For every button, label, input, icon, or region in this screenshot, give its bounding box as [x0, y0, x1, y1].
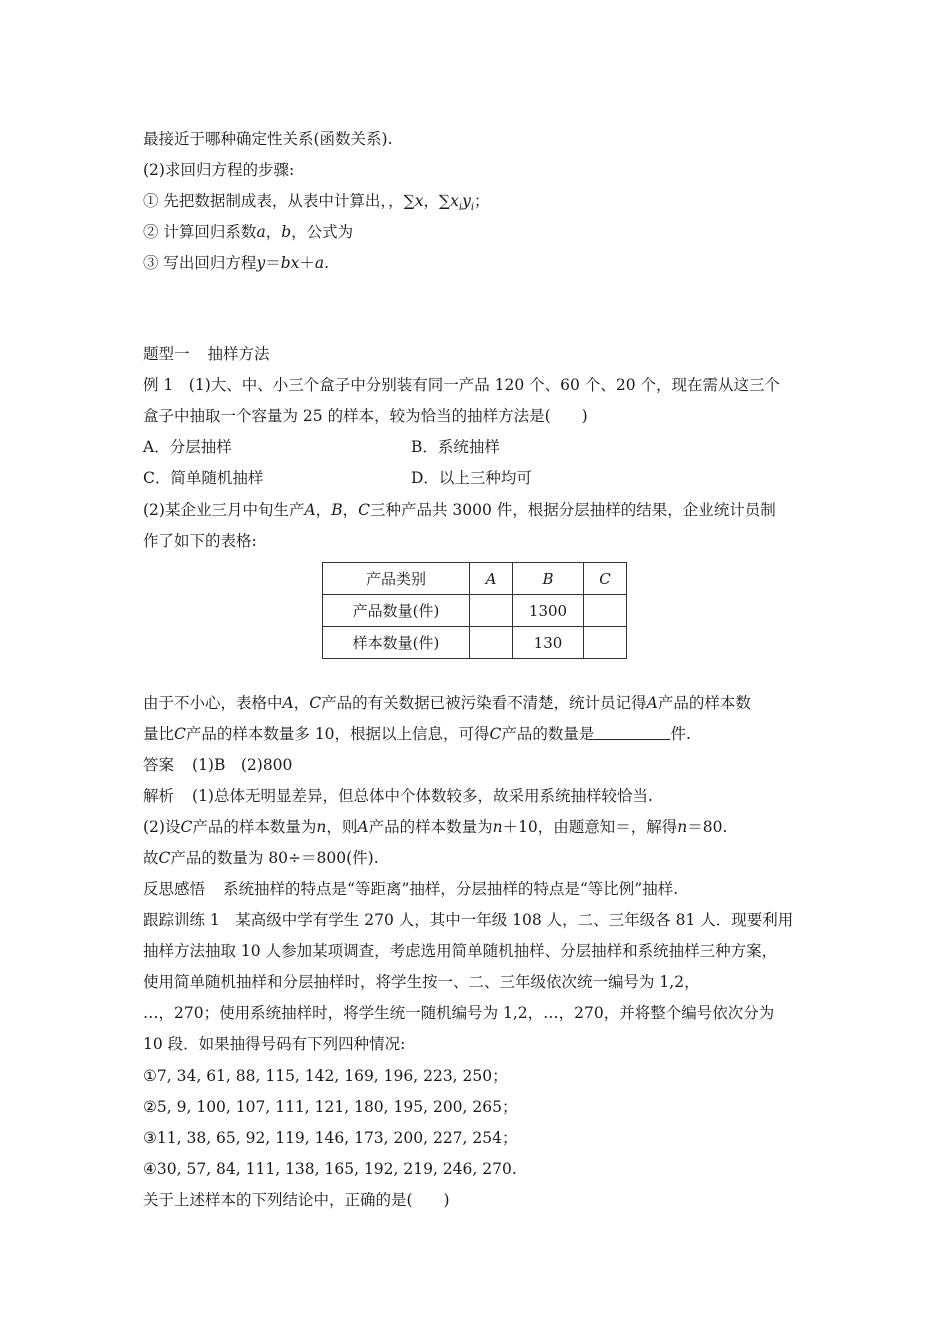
text: .	[324, 254, 330, 272]
text: (2)某企业三月中旬生产	[143, 501, 305, 519]
variable: C	[489, 725, 502, 743]
example-1-part-2-line-2	[143, 531, 257, 551]
table-cell: 1300	[513, 595, 584, 627]
reflection-label: 反思感悟	[143, 880, 206, 898]
text: 最接近于哪种确定性关系(函数关系).	[143, 130, 393, 148]
variable: a	[256, 223, 266, 241]
text: 跟踪训练 1 某高级中学有学生 270 人，其中一年级 108 人，二、三年级各 81 人．现要利用	[143, 911, 794, 929]
sample-case-2	[143, 1097, 517, 1117]
text: 产品的样本数量为	[368, 818, 493, 836]
variable: x	[414, 192, 424, 210]
options-row-1	[143, 437, 500, 457]
variable: b	[281, 223, 292, 241]
text: 产品的数量是	[501, 725, 595, 743]
analysis-line-1	[143, 786, 653, 806]
analysis-line-2	[143, 817, 727, 837]
option-a: A．分层抽样	[143, 438, 232, 456]
table-header-cell: C	[584, 563, 627, 595]
analysis-line-3	[143, 848, 379, 868]
variable: n	[677, 818, 688, 836]
variable: n	[492, 818, 503, 836]
variable: y	[462, 192, 471, 210]
options-row-2	[143, 468, 532, 488]
text: ，公式为	[291, 223, 354, 241]
sample-case-4	[143, 1159, 517, 1179]
text: ③11, 38, 65, 92, 119, 146, 173, 200, 227, 254；	[143, 1129, 518, 1147]
table-header-cell: A	[470, 563, 513, 595]
answer-label: 答案	[143, 756, 175, 774]
text: 产品的样本数量为	[192, 818, 317, 836]
text: ＝	[265, 254, 281, 272]
example-1-part-2-line-4	[143, 724, 691, 744]
text: ，则	[326, 818, 358, 836]
text: ，	[342, 501, 359, 519]
sigma-symbol: ∑	[403, 192, 415, 210]
variable: A	[646, 694, 658, 712]
text: 关于上述样本的下列结论中，正确的是( )	[143, 1191, 450, 1209]
example-1-line-2	[143, 406, 588, 426]
table-cell	[470, 627, 513, 659]
table-cell	[470, 595, 513, 627]
text: 产品的样本数量多 10，根据以上信息，可得	[185, 725, 490, 743]
section-heading: 抽样方法	[207, 345, 270, 363]
text: (2)求回归方程的步骤:	[143, 161, 295, 179]
sample-case-1	[143, 1066, 508, 1086]
intro-line-5	[143, 253, 329, 273]
table-row	[323, 627, 627, 659]
option-c: C．简单随机抽样	[143, 469, 264, 487]
intro-line-4	[143, 222, 353, 242]
intro-line-2	[143, 160, 294, 180]
analysis-label: 解析	[143, 787, 175, 805]
variable: C	[174, 725, 186, 743]
text: 作了如下的表格:	[143, 532, 257, 550]
text: 故	[143, 849, 159, 867]
variable: n	[316, 818, 327, 836]
text: 产品的有关数据已被污染看不清楚，统计员记得	[321, 694, 647, 712]
text: 由于不小心，表格中	[143, 694, 283, 712]
text: ①7, 34, 61, 88, 115, 142, 169, 196, 223, 250；	[143, 1067, 508, 1085]
intro-line-3	[143, 191, 490, 218]
text: (1)总体无明显差异，但总体中个体数较多，故采用系统抽样较恰当.	[192, 787, 653, 805]
variable: C	[158, 849, 171, 867]
answer-line	[143, 755, 292, 775]
table-cell: 样本数量(件)	[323, 627, 470, 659]
variable: A	[357, 818, 369, 836]
text: ④30, 57, 84, 111, 138, 165, 192, 219, 246, 270.	[143, 1160, 517, 1178]
practice-line-6	[143, 1190, 450, 1210]
text: …，270；使用系统抽样时，将学生统一随机编号为 1,2，…，270，并将整个编号依次分为	[143, 1004, 775, 1022]
variable: C	[180, 818, 193, 836]
practice-line-5	[143, 1034, 405, 1054]
text: 盒子中抽取一个容量为 25 的样本，较为恰当的抽样方法是( )	[143, 407, 588, 425]
table-cell: 130	[513, 627, 584, 659]
option-d: D．以上三种均可	[411, 469, 532, 487]
example-1-part-2-line-3	[143, 693, 751, 713]
practice-line-3	[143, 972, 700, 992]
text: 件.	[670, 725, 691, 743]
text: 产品的样本数	[657, 694, 751, 712]
text: 例 1 (1)大、中、小三个盒子中分别装有同一产品 120 个、60 个、20 个，现在需从这三个	[143, 376, 780, 394]
table-cell	[584, 595, 627, 627]
section-label: 题型一	[143, 345, 190, 363]
sigma-symbol: ∑	[439, 192, 451, 210]
intro-line-1	[143, 129, 393, 149]
text: ＝80.	[687, 818, 728, 836]
text: ②5, 9, 100, 107, 111, 121, 180, 195, 200, 265；	[143, 1098, 518, 1116]
variable: a	[314, 254, 325, 272]
variable: B	[331, 501, 343, 519]
table-row	[323, 595, 627, 627]
text: ② 计算回归系数	[143, 223, 257, 241]
text: ；	[474, 192, 490, 210]
practice-line-1	[143, 910, 793, 930]
table-header-cell: B	[513, 563, 584, 595]
example-1-part-2-line-1	[143, 500, 776, 520]
text: 使用简单随机抽样和分层抽样时，将学生按一、二、三年级依次统一编号为 1,2，	[143, 973, 700, 991]
answer-blank	[594, 725, 670, 740]
practice-line-2	[143, 941, 777, 961]
text: 产品的数量为 80÷＝800(件).	[170, 849, 379, 867]
product-table	[322, 562, 627, 659]
variable: y	[256, 254, 266, 272]
example-1-line-1	[143, 375, 780, 395]
text: 10 段．如果抽得号码有下列四种情况:	[143, 1035, 406, 1053]
text: ，	[315, 501, 332, 519]
variable: C	[358, 501, 370, 519]
text: 量比	[143, 725, 175, 743]
text: ，	[265, 223, 282, 241]
subscript: i	[458, 202, 463, 214]
text: ，	[423, 192, 440, 210]
table-cell: 产品数量(件)	[323, 595, 470, 627]
text: (2)设	[143, 818, 181, 836]
text: ＋10，由题意知＝，解得	[502, 818, 678, 836]
text: 抽样方法抽取 10 人参加某项调查，考虑选用简单随机抽样、分层抽样和系统抽样三种方案，	[143, 942, 778, 960]
table-row	[323, 563, 627, 595]
variable: bx	[280, 254, 300, 272]
variable: C	[309, 694, 322, 712]
option-b: B．系统抽样	[411, 438, 500, 456]
table-cell	[584, 627, 627, 659]
text: ③ 写出回归方程	[143, 254, 257, 272]
practice-line-4	[143, 1003, 774, 1023]
table-header-cell: 产品类别	[323, 563, 470, 595]
text: ，	[293, 694, 310, 712]
variable: x	[450, 192, 459, 210]
variable: A	[282, 694, 294, 712]
text: 三种产品共 3000 件，根据分层抽样的结果，企业统计员制	[369, 501, 776, 519]
text: ＋	[299, 254, 315, 272]
reflection-line	[143, 879, 678, 899]
answer-text: (1)B (2)800	[192, 756, 293, 774]
section-title	[143, 344, 270, 364]
sample-case-3	[143, 1128, 517, 1148]
subscript: i	[470, 202, 475, 214]
text: ① 先把数据制成表，从表中计算出，，	[143, 192, 404, 210]
variable: A	[304, 501, 316, 519]
reflection-text: 系统抽样的特点是“等距离”抽样，分层抽样的特点是“等比例”抽样.	[223, 880, 679, 898]
